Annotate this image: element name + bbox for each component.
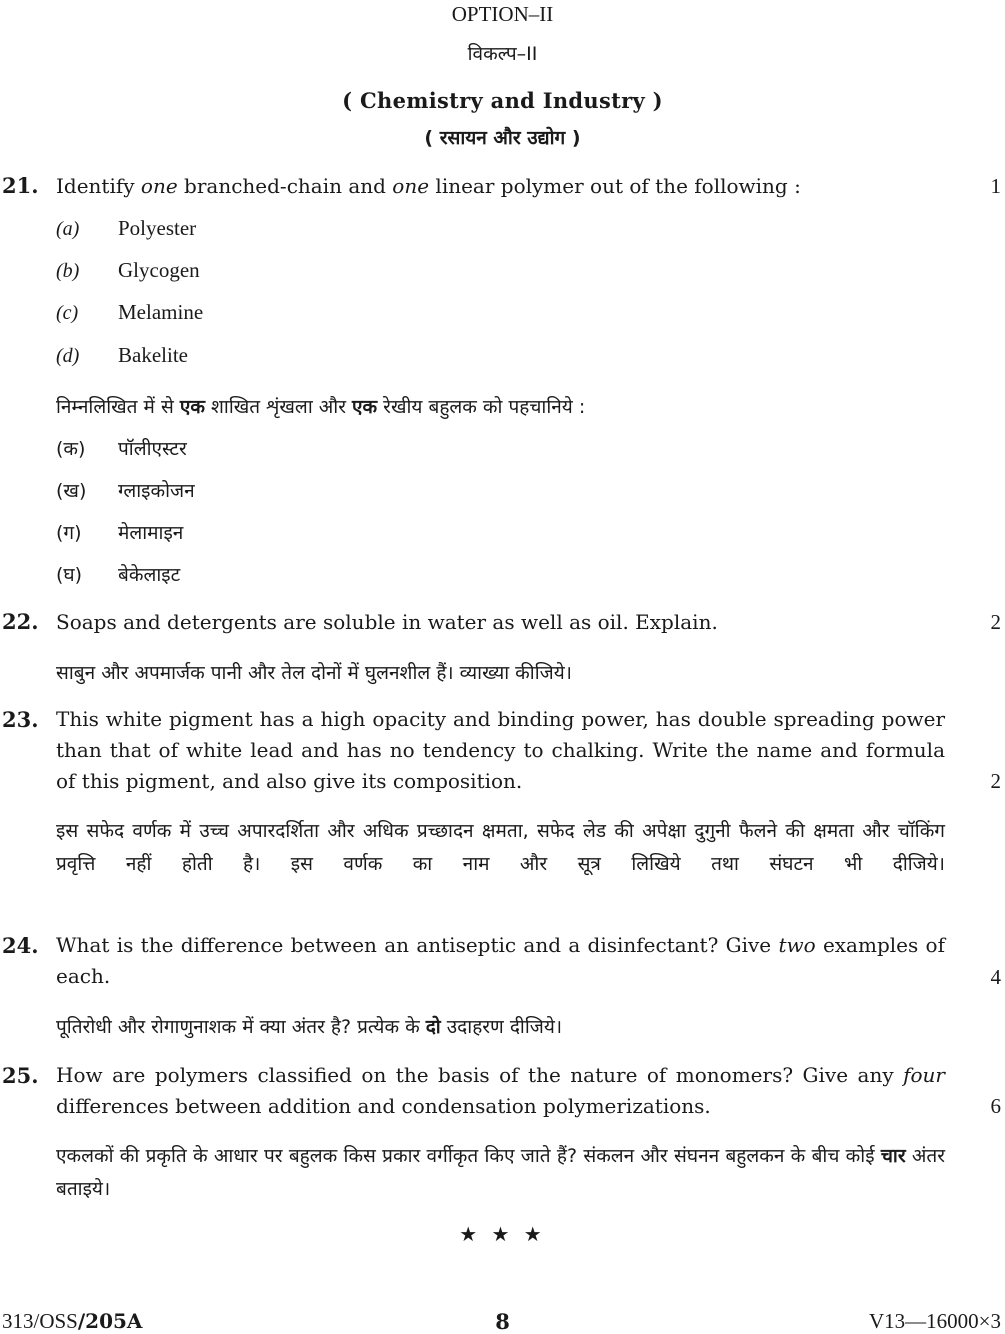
- option-label-hindi: (ख): [56, 480, 87, 502]
- option-text-hindi: ग्लाइकोजन: [118, 480, 195, 502]
- question-22-hindi-text: साबुन और अपमार्जक पानी और तेल दोनों में घुलनशील हैं। व्याख्या कीजिये।: [56, 662, 572, 684]
- question-number-21: 21.: [2, 173, 39, 198]
- option-label: (d): [56, 345, 80, 367]
- option-text: Glycogen: [118, 258, 200, 282]
- option-heading-hindi: विकल्प–II: [467, 43, 538, 65]
- question-25-text: How are polymers classified on the basis of the nature of monomers? Give any four differences between addition and condensation polymerizations.: [56, 1063, 945, 1118]
- question-24-hindi-text: पूतिरोधी और रोगाणुनाशक में क्या अंतर है? प्रत्येक के दो उदाहरण दीजिये।: [56, 1016, 563, 1038]
- option-label: (c): [56, 302, 79, 324]
- question-24-marks: 4: [990, 965, 1001, 989]
- option-label: (b): [56, 260, 80, 282]
- end-stars: ★ ★ ★: [459, 1222, 546, 1246]
- question-21-marks: 1: [990, 174, 1001, 198]
- paper-code: 313/OSS/205A: [2, 1309, 143, 1333]
- subject-heading-hindi: ( रसायन और उद्योग ): [424, 127, 581, 149]
- option-text: Polyester: [118, 216, 197, 240]
- option-heading: OPTION–II: [451, 2, 554, 26]
- question-23-text: This white pigment has a high opacity and binding power, has double spreading power than that of white lead and has no tendency to chalking. Write the name and formula of this pigment, and also give its composition.: [56, 707, 945, 793]
- question-number-24: 24.: [2, 933, 39, 958]
- option-text-hindi: पॉलीएस्टर: [118, 438, 187, 460]
- question-22-marks: 2: [990, 610, 1001, 634]
- question-number-22: 22.: [2, 609, 39, 634]
- page-number: 8: [495, 1309, 510, 1334]
- option-text: Bakelite: [118, 343, 188, 367]
- option-label: (a): [56, 218, 80, 240]
- print-version: V13—16000×3: [868, 1309, 1001, 1333]
- question-23-hindi-text: इस सफेद वर्णक में उच्च अपारदर्शिता और अधिक प्रच्छादन क्षमता, सफेद लेड की अपेक्षा दुगुनी फैलने की क्षमता और चॉकिंग प्रवृत्ति नहीं होती है। इस वर्णक का नाम और सूत्र लिखिये तथा संघटन भी दीजिये।: [56, 820, 945, 875]
- question-number-25: 25.: [2, 1063, 39, 1088]
- question-25-marks: 6: [990, 1094, 1001, 1118]
- option-text: Melamine: [118, 300, 204, 324]
- question-number-23: 23.: [2, 707, 39, 732]
- question-21-hindi-text: निम्नलिखित में से एक शाखित शृंखला और एक रेखीय बहुलक को पहचानिये :: [56, 396, 586, 418]
- option-label-hindi: (घ): [56, 564, 83, 586]
- question-23-marks: 2: [990, 769, 1001, 793]
- question-25-hindi-text: एकलकों की प्रकृति के आधार पर बहुलक किस प्रकार वर्गीकृत किए जाते हैं? संकलन और संघनन बहुलकन के बीच कोई चार अंतर बताइये।: [56, 1145, 945, 1200]
- question-24-text: What is the difference between an antiseptic and a disinfectant? Give two examples of each.: [56, 933, 945, 988]
- option-text-hindi: मेलामाइन: [118, 522, 184, 544]
- question-22-text: Soaps and detergents are soluble in water as well as oil. Explain.: [56, 610, 718, 634]
- question-21-text: Identify one branched-chain and one linear polymer out of the following :: [56, 174, 801, 198]
- option-text-hindi: बेकेलाइट: [118, 564, 181, 586]
- option-label-hindi: (ग): [56, 522, 82, 544]
- option-label-hindi: (क): [56, 438, 86, 460]
- subject-heading: ( Chemistry and Industry ): [342, 88, 663, 113]
